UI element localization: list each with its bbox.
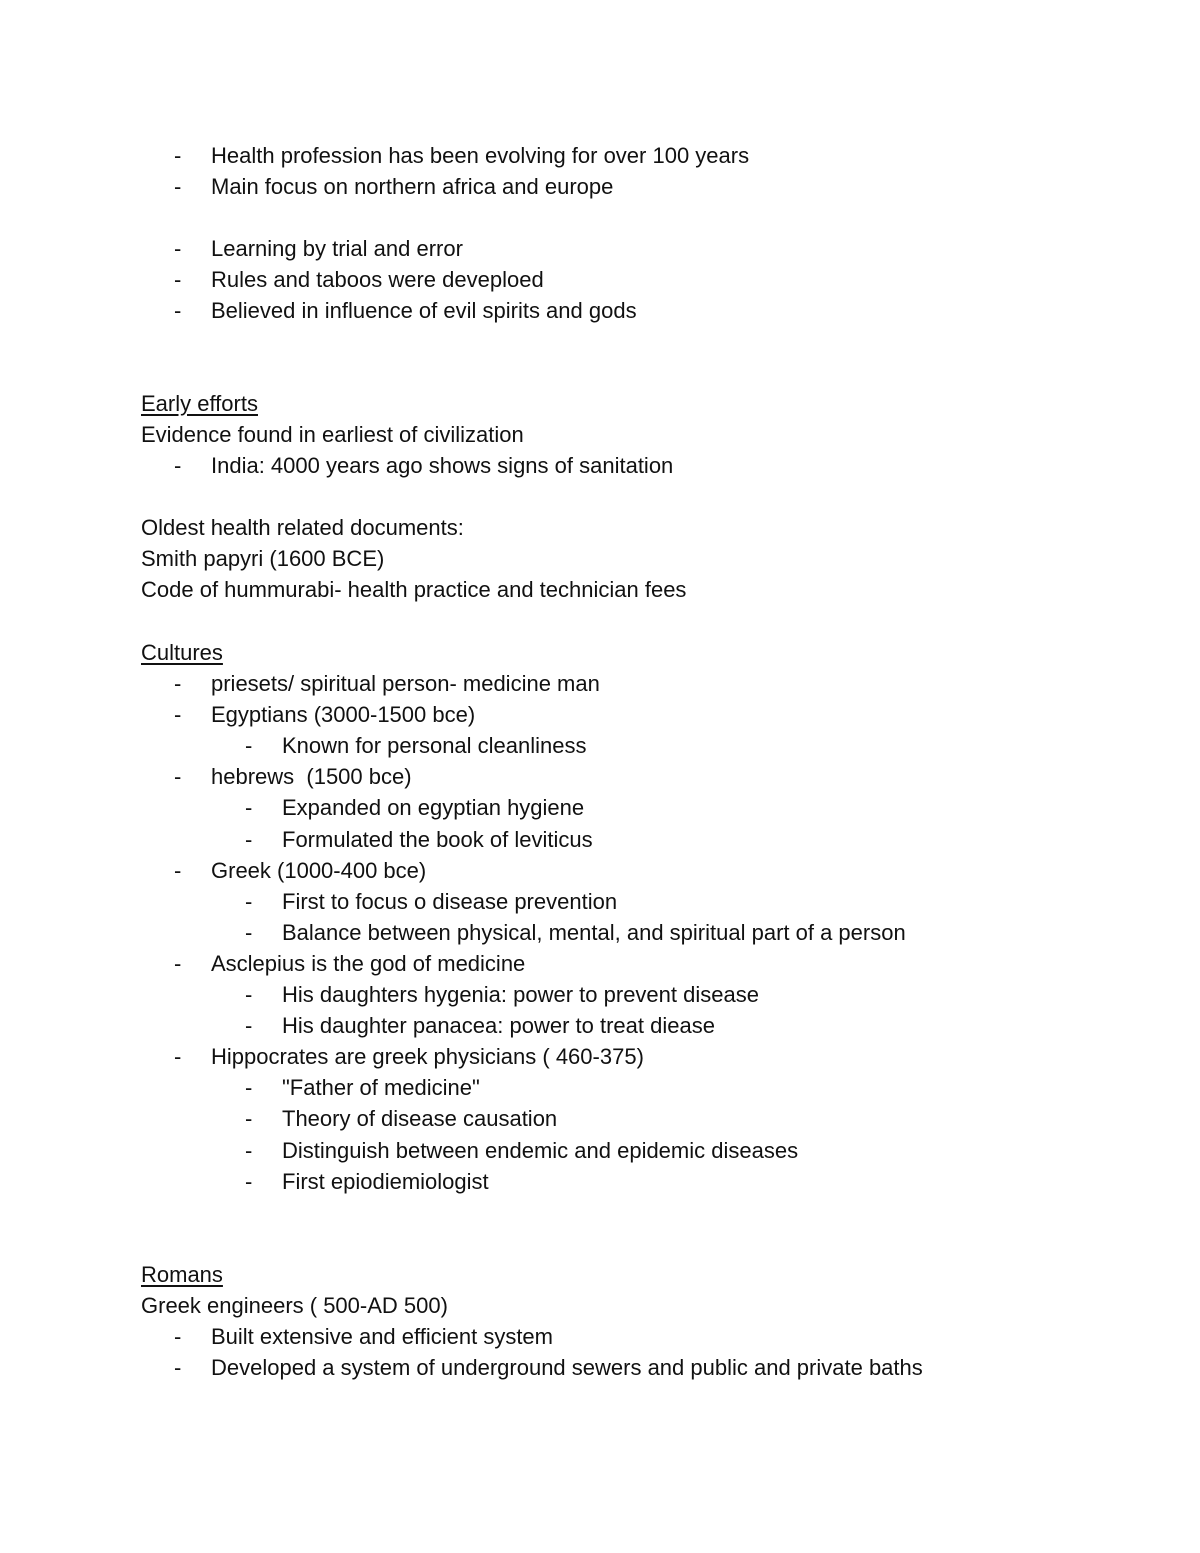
bullet-dash: - (174, 453, 182, 478)
bullet-text: India: 4000 years ago shows signs of sanitation (211, 453, 674, 478)
bullet-text: priesets/ spiritual person- medicine man (211, 671, 600, 696)
bullet-text: His daughters hygenia: power to prevent disease (282, 982, 759, 1007)
bullet-dash: - (245, 1106, 253, 1131)
section-heading-cultures: Cultures (141, 640, 223, 665)
bullet-dash: - (245, 889, 253, 914)
bullet-text: Egyptians (3000-1500 bce) (211, 702, 476, 727)
bullet-dash: - (174, 1324, 182, 1349)
bullet-text: Theory of disease causation (282, 1106, 558, 1131)
section-heading-early-efforts: Early efforts (141, 391, 258, 416)
bullet-dash: - (174, 858, 182, 883)
bullet-dash: - (174, 671, 182, 696)
paragraph-line: Greek engineers ( 500-AD 500) (141, 1293, 448, 1318)
bullet-dash: - (174, 764, 182, 789)
paragraph-line: Smith papyri (1600 BCE) (141, 546, 385, 571)
bullet-text: Rules and taboos were deveploed (211, 267, 544, 292)
bullet-dash: - (245, 1169, 253, 1194)
bullet-text: Built extensive and efficient system (211, 1324, 553, 1349)
bullet-dash: - (174, 174, 182, 199)
bullet-text: Learning by trial and error (211, 236, 463, 261)
bullet-dash: - (174, 236, 182, 261)
paragraph-line: Oldest health related documents: (141, 515, 464, 540)
bullet-text: hebrews (1500 bce) (211, 764, 412, 789)
bullet-text: His daughter panacea: power to treat diease (282, 1013, 715, 1038)
bullet-dash: - (245, 1075, 253, 1100)
bullet-dash: - (174, 702, 182, 727)
section-heading-romans: Romans (141, 1262, 223, 1287)
bullet-text: Developed a system of underground sewers and public and private baths (211, 1355, 923, 1380)
bullet-text: First epiodiemiologist (282, 1169, 489, 1194)
bullet-dash: - (174, 298, 182, 323)
bullet-dash: - (174, 267, 182, 292)
bullet-text: Asclepius is the god of medicine (211, 951, 526, 976)
bullet-dash: - (245, 733, 253, 758)
bullet-text: Formulated the book of leviticus (282, 827, 593, 852)
bullet-dash: - (245, 827, 253, 852)
bullet-dash: - (245, 1013, 253, 1038)
bullet-dash: - (174, 1044, 182, 1069)
bullet-text: Expanded on egyptian hygiene (282, 795, 585, 820)
bullet-dash: - (245, 1138, 253, 1163)
bullet-text: Health profession has been evolving for over 100 years (211, 143, 750, 168)
bullet-text: Balance between physical, mental, and spiritual part of a person (282, 920, 906, 945)
bullet-dash: - (174, 1355, 182, 1380)
bullet-text: Known for personal cleanliness (282, 733, 587, 758)
bullet-text: "Father of medicine" (282, 1075, 480, 1100)
bullet-dash: - (174, 951, 182, 976)
bullet-text: Greek (1000-400 bce) (211, 858, 427, 883)
bullet-dash: - (174, 143, 182, 168)
bullet-dash: - (245, 795, 253, 820)
bullet-dash: - (245, 982, 253, 1007)
bullet-text: Main focus on northern africa and europe (211, 174, 614, 199)
bullet-text: Distinguish between endemic and epidemic diseases (282, 1138, 799, 1163)
bullet-text: First to focus o disease prevention (282, 889, 618, 914)
paragraph-line: Code of hummurabi- health practice and technician fees (141, 577, 687, 602)
bullet-text: Hippocrates are greek physicians ( 460-375) (211, 1044, 644, 1069)
paragraph-line: Evidence found in earliest of civilization (141, 422, 524, 447)
bullet-text: Believed in influence of evil spirits and gods (211, 298, 637, 323)
bullet-dash: - (245, 920, 253, 945)
